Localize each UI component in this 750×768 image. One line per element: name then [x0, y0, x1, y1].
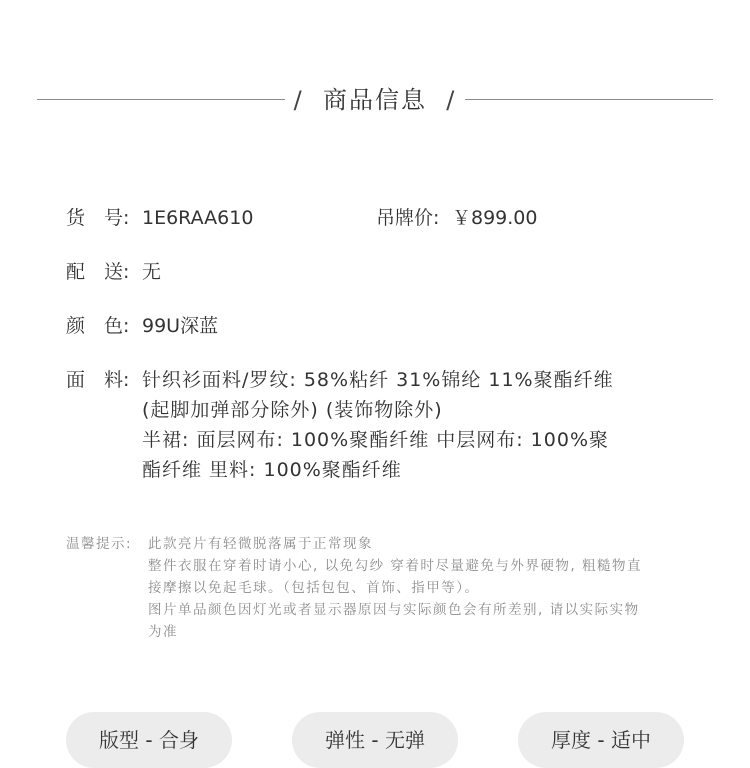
section-title-text: 商品信息 — [323, 86, 427, 114]
color-value: 99U深蓝 — [142, 315, 219, 337]
tip-line: 图片单品颜色因灯光或者显示器原因与实际颜色会有所差别, 请以实际实物 — [148, 602, 640, 618]
sku-label: 货 号: — [66, 207, 130, 229]
fabric-line: 半裙: 面层网布: 100%聚酯纤维 中层网布: 100%聚 — [142, 429, 610, 451]
fabric-line: 针织衫面料/罗纹: 58%粘纤 31%锦纶 11%聚酯纤维 — [142, 369, 614, 391]
header-divider-right — [465, 99, 713, 100]
section-title — [285, 82, 465, 118]
tips-label: 温馨提示: — [66, 536, 133, 552]
price-label: 吊牌价: — [376, 207, 440, 229]
section-header — [0, 82, 750, 118]
fabric-label: 面 料: — [66, 369, 130, 391]
price-value: ￥899.00 — [452, 207, 538, 229]
thickness-attribute-badge: 厚度 - 适中 — [518, 712, 684, 768]
header-slash-left: / — [293, 86, 304, 114]
tip-line: 接摩擦以免起毛球。（包括包包、首饰、指甲等）。 — [148, 580, 480, 596]
header-divider-left — [37, 99, 285, 100]
fit-attribute-badge: 版型 - 合身 — [66, 712, 232, 768]
tip-line: 为准 — [148, 624, 178, 640]
tip-line: 此款亮片有轻微脱落属于正常现象 — [148, 536, 373, 552]
color-label: 颜 色: — [66, 315, 130, 337]
fabric-line: (起脚加弹部分除外) (装饰物除外) — [142, 399, 443, 421]
header-slash-right: / — [446, 86, 457, 114]
elasticity-attribute-badge: 弹性 - 无弹 — [292, 712, 458, 768]
delivery-value: 无 — [142, 261, 162, 283]
delivery-label: 配 送: — [66, 261, 130, 283]
fabric-line: 酯纤维 里料: 100%聚酯纤维 — [142, 459, 402, 481]
tip-line: 整件衣服在穿着时请小心, 以免勾纱 穿着时尽量避免与外界硬物, 粗糙物直 — [148, 558, 642, 574]
sku-value: 1E6RAA610 — [142, 207, 254, 229]
